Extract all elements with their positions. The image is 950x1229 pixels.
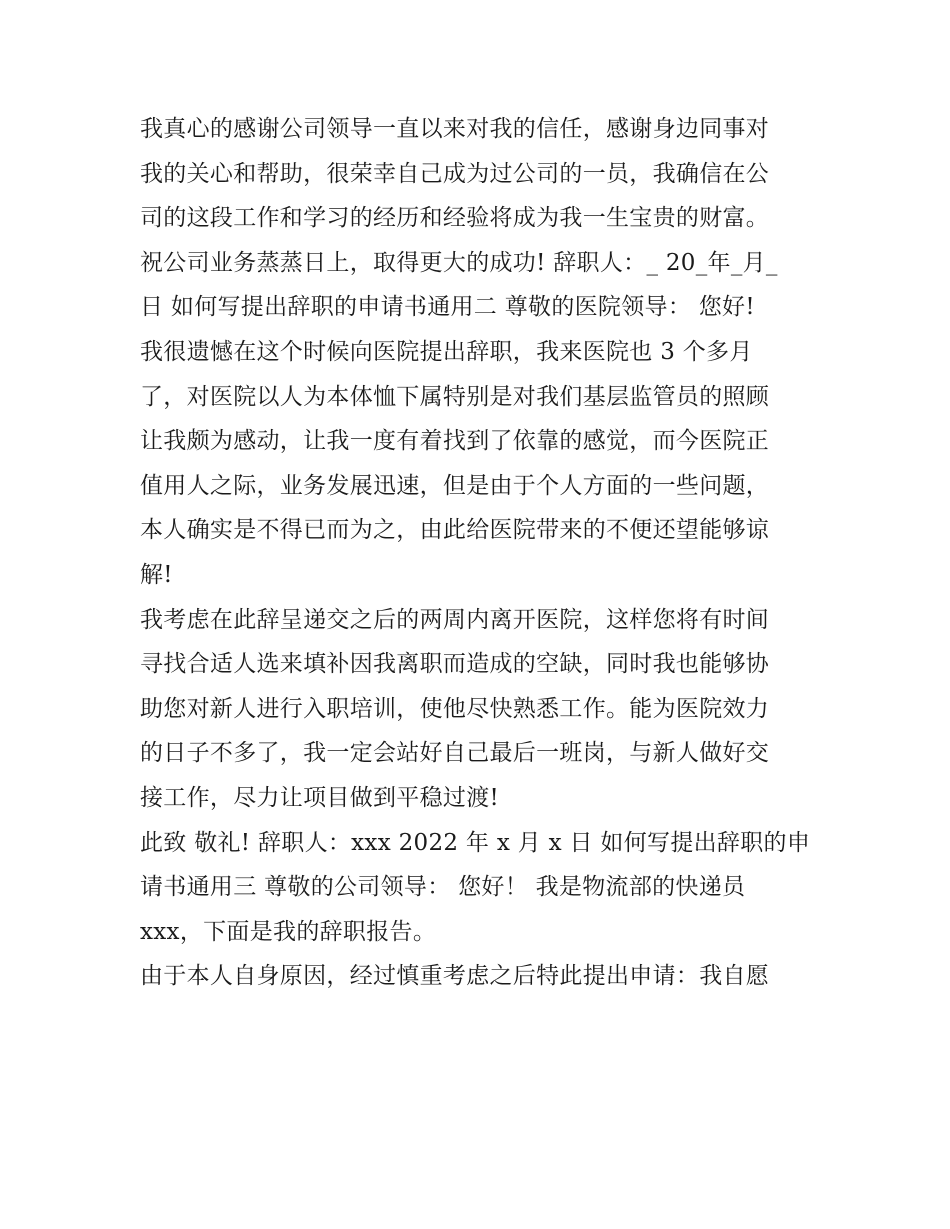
text-line: 祝公司业务蒸蒸日上，取得更大的成功! 辞职人：_ 20_年_月_ xyxy=(140,249,778,276)
text-line: 我的关心和帮助，很荣幸自己成为过公司的一员，我确信在公 xyxy=(140,160,770,187)
text-line: 日 如何写提出辞职的申请书通用二 尊敬的医院领导： 您好! xyxy=(140,294,755,321)
text-line: 值用人之际，业务发展迅速，但是由于个人方面的一些问题， xyxy=(140,472,770,499)
text-line: xxx，下面是我的辞职报告。 xyxy=(140,918,437,945)
text-line: 让我颇为感动，让我一度有着找到了依靠的感觉，而今医院正 xyxy=(140,428,770,455)
text-line: 我真心的感谢公司领导一直以来对我的信任，感谢身边同事对 xyxy=(140,116,770,142)
text-line: 助您对新人进行入职培训，使他尽快熟悉工作。能为医院效力 xyxy=(140,695,770,722)
text-line: 我考虑在此辞呈递交之后的两周内离开医院，这样您将有时间 xyxy=(140,606,770,633)
text-line: 解! xyxy=(140,561,173,588)
text-line: 司的这段工作和学习的经历和经验将成为我一生宝贵的财富。 xyxy=(140,205,770,232)
text-line: 我很遗憾在这个时候向医院提出辞职，我来医院也 3 个多月 xyxy=(140,338,753,365)
text-line: 了，对医院以人为本体恤下属特别是对我们基层监管员的照顾 xyxy=(140,383,770,410)
text-line: 本人确实是不得已而为之，由此给医院带来的不便还望能够谅 xyxy=(140,517,770,544)
text-line: 的日子不多了，我一定会站好自己最后一班岗，与新人做好交 xyxy=(140,740,770,767)
text-line: 此致 敬礼! 辞职人：xxx 2022 年 x 月 x 日 如何写提出辞职的申 xyxy=(140,829,811,856)
text-line: 请书通用三 尊敬的公司领导： 您好！ 我是物流部的快递员 xyxy=(140,874,746,901)
document-body xyxy=(140,107,815,999)
text-line: 寻找合适人选来填补因我离职而造成的空缺，同时我也能够协 xyxy=(140,651,770,678)
text-line: 接工作，尽力让项目做到平稳过渡! xyxy=(140,784,500,811)
text-line: 由于本人自身原因，经过慎重考虑之后特此提出申请：我自愿 xyxy=(140,963,770,990)
